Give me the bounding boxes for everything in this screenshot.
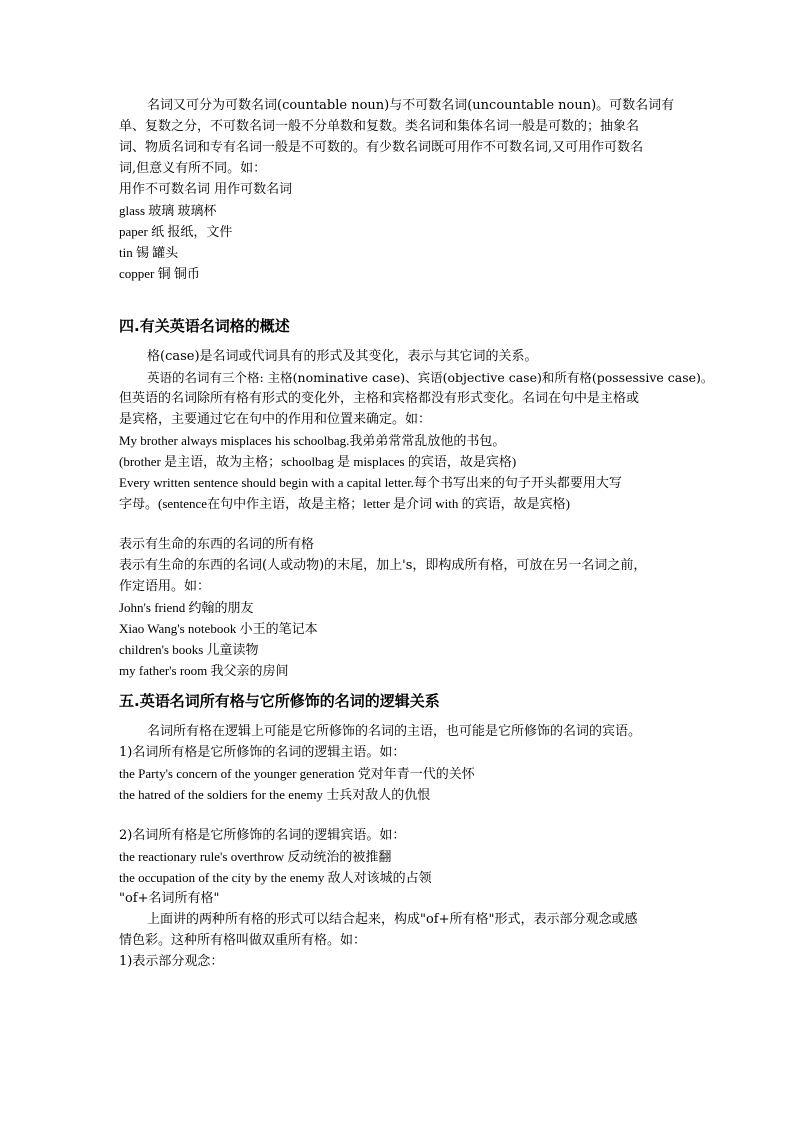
of-possessive-line-1: 上面讲的两种所有格的形式可以结合起来，构成"of+所有格"形式，表示部分观念或感 [147,912,638,927]
animate-desc-line-2: 作定语用。如： [119,579,211,594]
count-table-row: copper 铜 铜币 [119,266,200,281]
section-5-sub2-example: the occupation of the city by the enemy 敌人对该城的占领 [119,870,432,885]
count-table-header: 用作不可数名词 用作可数名词 [119,182,293,197]
animate-example: Xiao Wang's notebook 小王的笔记本 [119,621,318,636]
of-possessive-heading: "of+名词所有格" [119,891,220,906]
intro-line-4: 词,但意义有所不同。如： [119,161,267,176]
animate-example: children's books 儿童读物 [119,642,259,657]
animate-desc-line-1: 表示有生命的东西的名词(人或动物)的末尾，加上's，即构成所有格，可放在另一名词之前， [119,558,647,573]
section-4-heading: 四.有关英语名词格的概述 [119,317,290,335]
section-4-paragraph-2-line-3: 是宾格，主要通过它在句中的作用和位置来确定。如： [119,412,432,427]
of-possessive-line-2: 情色彩。这种所有格叫做双重所有格。如： [119,933,367,948]
animate-example: my father's room 我父亲的房间 [119,663,289,678]
section-5-sub2: 2)名词所有格是它所修饰的名词的逻辑宾语。如： [119,828,406,843]
section-5-sub1: 1)名词所有格是它所修饰的名词的逻辑主语。如： [119,745,406,760]
count-table-row: paper 纸 报纸，文件 [119,224,233,239]
section-4-example: 字母。(sentence在句中作主语，故是主格；letter 是介词 with 的宾语，故是宾格) [119,496,570,511]
intro-line-3: 词、物质名词和专有名词一般是不可数的。有少数名词既可用作不可数名词,又可用作可数名 [119,140,644,155]
section-4-example: (brother 是主语，故为主格；schoolbag 是 misplaces 的宾语，故是宾格) [119,454,517,469]
section-5-paragraph-1: 名词所有格在逻辑上可能是它所修饰的名词的主语，也可能是它所修饰的名词的宾语。 [147,724,642,739]
section-4-paragraph-2-line-2: 但英语的名词除所有格有形式的变化外，主格和宾格都没有形式变化。名词在句中是主格或 [119,391,640,406]
section-5-sub1-example: the Party's concern of the younger generation 党对年青一代的关怀 [119,766,475,781]
intro-line-1: 名词又可分为可数名词(countable noun)与不可数名词(uncountable noun)。可数名词有 [147,98,675,113]
section-4-paragraph-2-line-1: 英语的名词有三个格: 主格(nominative case)、宾语(objective case)和所有格(possessive case)。 [147,370,714,385]
section-5-heading: 五.英语名词所有格与它所修饰的名词的逻辑关系 [119,692,440,710]
animate-subtitle: 表示有生命的东西的名词的所有格 [119,537,315,552]
section-5-sub2-example: the reactionary rule's overthrow 反动统治的被推翻 [119,849,392,864]
animate-example: John's friend 约翰的朋友 [119,600,254,615]
intro-line-2: 单、复数之分，不可数名词一般不分单数和复数。类名词和集体名词一般是可数的；抽象名 [119,119,640,134]
count-table-row: glass 玻璃 玻璃杯 [119,203,217,218]
count-table-row: tin 锡 罐头 [119,245,179,260]
section-4-example: My brother always misplaces his schoolbag.我弟弟常常乱放他的书包。 [119,433,506,448]
section-5-sub1-example: the hatred of the soldiers for the enemy 士兵对敌人的仇恨 [119,787,431,802]
section-4-example: Every written sentence should begin with a capital letter.每个书写出来的句子开头都要用大写 [119,475,622,490]
partial-notion-label: 1)表示部分观念： [119,954,224,969]
section-4-paragraph-1: 格(case)是名词或代词具有的形式及其变化，表示与其它词的关系。 [147,349,538,364]
